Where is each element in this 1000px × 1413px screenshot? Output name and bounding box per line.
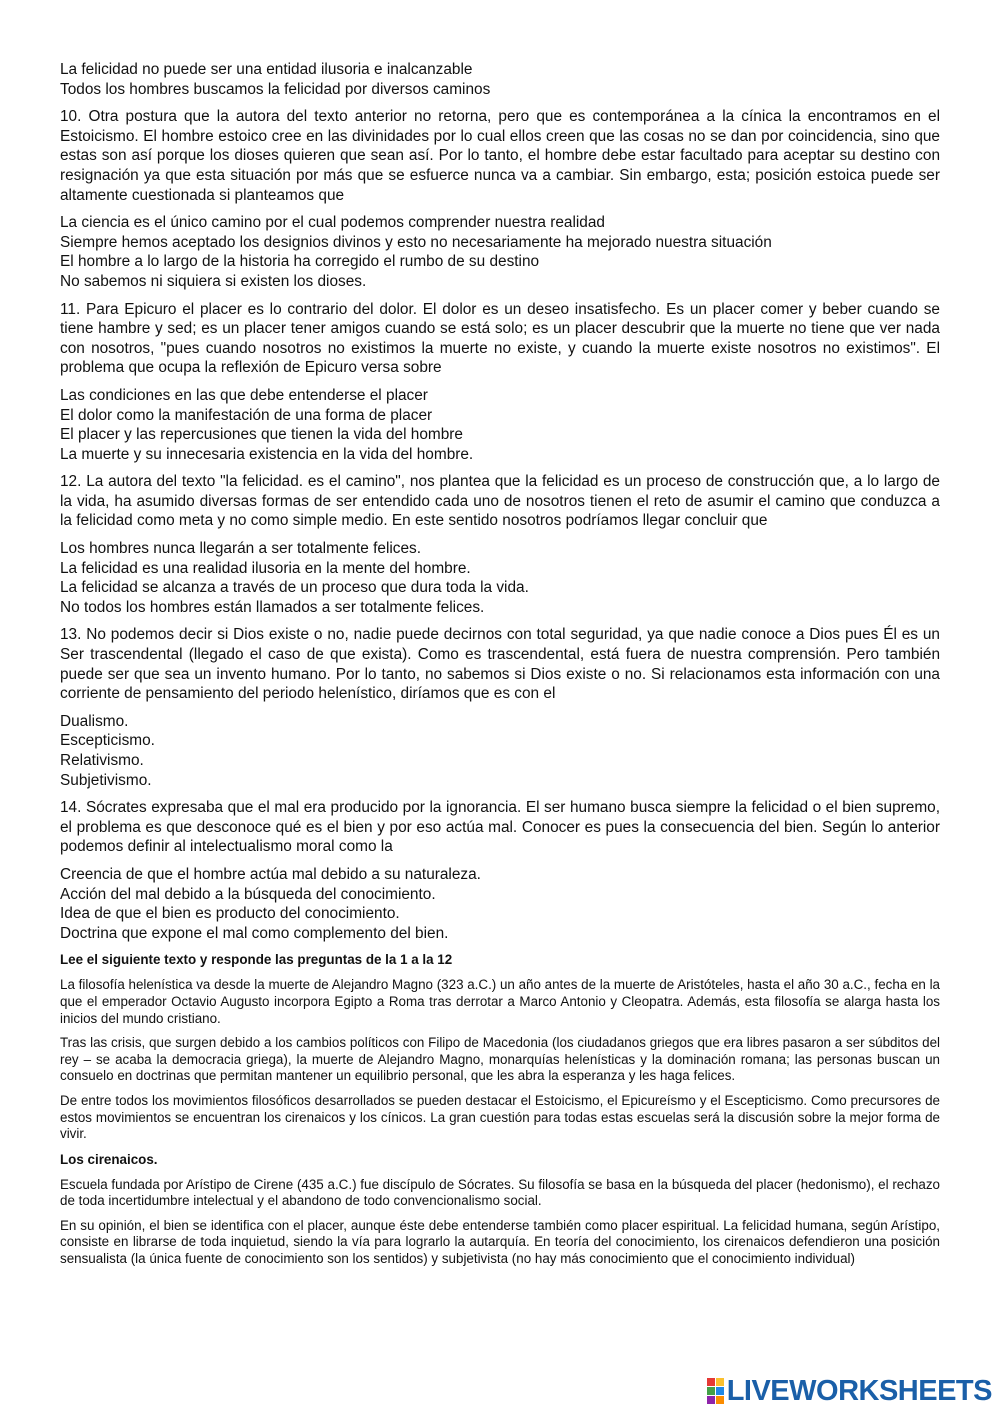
question-13-options [60, 712, 940, 790]
question-12-text: 12. La autora del texto "la felicidad. es el camino", nos plantea que la felicidad es un proceso de construcción que, a lo largo de la vida, ha asumido diversas formas de ser entendido cada uno de nosotros tienen el reto de asumir el camino que conduzca a la felicidad como meta y no como simple medio. En este sentido nosotros podríamos llegar concluir que [60, 473, 940, 530]
option-text: La ciencia es el único camino por el cual podemos comprender nuestra realidad [60, 214, 605, 232]
option-text: La muerte y su innecesaria existencia en la vida del hombre. [60, 445, 474, 463]
reading-paragraph: En su opinión, el bien se identifica con el placer, aunque éste debe entenderse también como placer espiritual. La felicidad humana, según Arístipo, consiste en librarse de toda inquietud, siendo la vía para lograrlo la autarquía. En teoría del conocimiento, los cirenaicos defendieron una posición sensualista (la única fuente de conocimiento son los sentidos) y subjetivista (no hay más conocimiento que el conocimiento individual) [60, 1217, 940, 1267]
logo-text: LIVEWORKSHEETS [726, 1374, 992, 1407]
option-text: Siempre hemos aceptado los designios divinos y esto no necesariamente ha mejorado nuestra situación [60, 233, 772, 251]
question-11-text: 11. Para Epicuro el placer es lo contrario del dolor. El dolor es un deseo insatisfecho. Es un placer comer y beber cuando se tiene hambre y sed; es un placer tener amigos cuando se está solo; es un placer descubrir que la muerte no tiene que ver nada con nosotros, "pues cuando nosotros no existimos la muerte no existe, y cuando la muerte existe nosotros no existimos". El problema que ocupa la reflexión de Epicuro versa sobre [60, 300, 940, 377]
option-text: Las condiciones en las que debe entenderse el placer [60, 386, 428, 404]
logo-mark-icon [707, 1378, 724, 1404]
worksheet-page [60, 60, 940, 1276]
option-text: La felicidad es una realidad ilusoria en la mente del hombre. [60, 559, 471, 577]
logo-square [707, 1378, 715, 1386]
option-text: Creencia de que el hombre actúa mal debido a su naturaleza. [60, 865, 481, 883]
option-text: Dualismo. [60, 712, 129, 730]
option-text: No todos los hombres están llamados a ser totalmente felices. [60, 598, 485, 616]
lead-options [60, 60, 940, 99]
question-13-text: 13. No podemos decir si Dios existe o no, nadie puede decirnos con total seguridad, ya que nadie conoce a Dios pues Él es un Ser trascendental (llegado el caso de que exista). Como es trascendental, está fuera de nuestra comprensión. Pero también puede ser que sea un invento humano. Por lo tanto, no sabemos si Dios existe o no. Si relacionamos esta información con una corriente de pensamiento del periodo helenístico, diríamos que es con el [60, 626, 940, 703]
question-10-options [60, 213, 940, 291]
option-text: El hombre a lo largo de la historia ha corregido el rumbo de su destino [60, 253, 540, 271]
option-text: No sabemos ni siquiera si existen los dioses. [60, 272, 367, 290]
logo-square [716, 1378, 724, 1386]
option-text: La felicidad no puede ser una entidad ilusoria e inalcanzable [60, 61, 473, 78]
logo-square [707, 1387, 715, 1395]
reading-paragraph: Escuela fundada por Arístipo de Cirene (435 a.C.) fue discípulo de Sócrates. Su filosofía se basa en la búsqueda del placer (hedonismo), el rechazo de toda incertidumbre intelectual y el abandono de todo convencionalismo social. [60, 1176, 940, 1209]
option-text: El placer y las repercusiones que tienen la vida del hombre [60, 426, 463, 444]
option-text: Todos los hombres buscamos la felicidad por diversos caminos [60, 80, 491, 98]
option-text: Doctrina que expone el mal como complemento del bien. [60, 924, 449, 942]
question-12-options [60, 539, 940, 617]
option-text: Idea de que el bien es producto del conocimiento. [60, 905, 400, 923]
question-10-text: 10. Otra postura que la autora del texto anterior no retorna, pero que es contemporánea a la cínica la encontramos en el Estoicismo. El hombre estoico cree en las divinidades por lo cual ellos creen que las cosas no se dan por coincidencia, sino que estas son así porque los dioses quieren que sean así. Por lo tanto, el hombre debe estar facultado para aceptar su destino con resignación ya que esta situación por más que se esfuerce nunca va a cambiar. Sin embargo, esta; posición estoica puede ser altamente cuestionada si planteamos que [60, 108, 940, 204]
option-text: Los hombres nunca llegarán a ser totalmente felices. [60, 540, 422, 558]
reading-paragraph: De entre todos los movimientos filosóficos desarrollados se pueden destacar el Estoicismo, el Epicureísmo y el Escepticismo. Como precursores de estos movimientos se encuentran los cirenaicos y los cínicos. La gran cuestión para todas estas escuelas será la discusión sobre la mejor forma de vivir. [60, 1092, 940, 1142]
logo-square [707, 1396, 715, 1404]
logo-square [716, 1396, 724, 1404]
question-11-options [60, 386, 940, 464]
question-14-options [60, 865, 940, 943]
logo-square [716, 1387, 724, 1395]
option-text: Subjetivismo. [60, 771, 152, 789]
section-subheading: Los cirenaicos. [60, 1151, 158, 1167]
question-14-text: 14. Sócrates expresaba que el mal era producido por la ignorancia. El ser humano busca siempre la felicidad o el bien supremo, el problema es que desconoce qué es el bien y por eso actúa mal. Conocer es pues la consecuencia del bien. Según lo anterior podemos definir al intelectualismo moral como la [60, 799, 940, 856]
reading-paragraph: La filosofía helenística va desde la muerte de Alejandro Magno (323 a.C.) un año antes de la muerte de Aristóteles, hasta el año 30 a.C., fecha en la que el emperador Octavio Augusto incorpora Egipto a Roma tras derrotar a Marco Antonio y Cleopatra. Además, esta filosofía se alarga hasta los inicios del mundo cristiano. [60, 977, 940, 1026]
option-text: Escepticismo. [60, 732, 155, 750]
option-text: El dolor como la manifestación de una forma de placer [60, 406, 433, 424]
reading-instruction: Lee el siguiente texto y responde las preguntas de la 1 a la 12 [60, 952, 453, 968]
option-text: Acción del mal debido a la búsqueda del conocimiento. [60, 885, 436, 903]
option-text: Relativismo. [60, 752, 144, 769]
reading-paragraph: Tras las crisis, que surgen debido a los cambios políticos con Filipo de Macedonia (los ciudadanos griegos que era libres pasaron a ser súbditos del rey – se acaba la democracia griega), la muerte de Alejandro Magno, monarquías helenísticas y la dominación romana; las personas buscan un consuelo en doctrinas que permitan mantener un equilibrio personal, que les abra la esperanza y les haga felices. [60, 1035, 940, 1084]
liveworksheets-logo[interactable] [707, 1373, 992, 1409]
option-text: La felicidad se alcanza a través de un proceso que dura toda la vida. [60, 579, 529, 597]
